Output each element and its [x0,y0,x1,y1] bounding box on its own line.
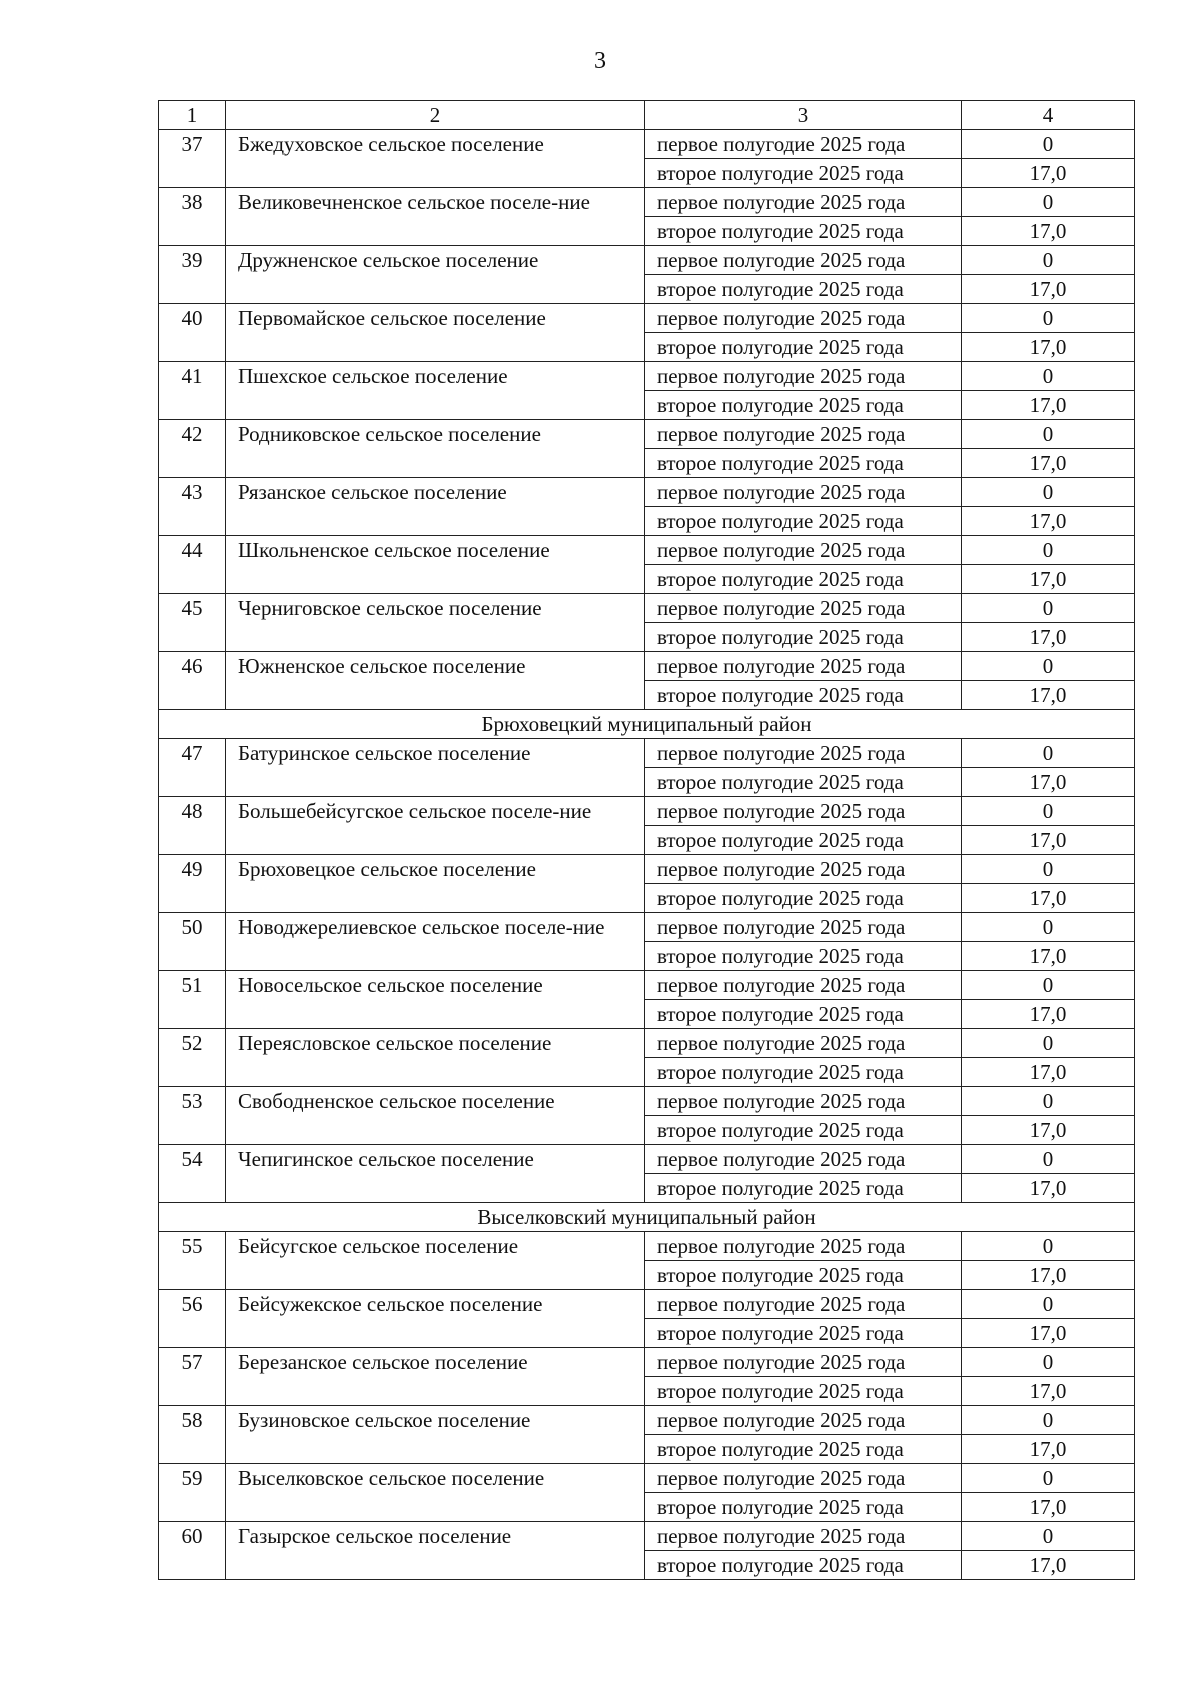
row-number: 46 [159,652,226,710]
row-number: 47 [159,739,226,797]
period-first: первое полугодие 2025 года [645,1087,962,1116]
value-first: 0 [962,536,1135,565]
settlement-name: Березанское сельское поселение [226,1348,645,1406]
table-row [159,971,1135,1000]
row-number: 48 [159,797,226,855]
period-first: первое полугодие 2025 года [645,797,962,826]
table-row [159,1232,1135,1261]
table-row [159,304,1135,333]
settlement-name: Южненское сельское поселение [226,652,645,710]
row-number: 45 [159,594,226,652]
table-row [159,1464,1135,1493]
value-second: 17,0 [962,826,1135,855]
value-second: 17,0 [962,884,1135,913]
value-second: 17,0 [962,623,1135,652]
value-second: 17,0 [962,681,1135,710]
value-first: 0 [962,913,1135,942]
value-second: 17,0 [962,1377,1135,1406]
table-row [159,246,1135,275]
value-second: 17,0 [962,1000,1135,1029]
settlements-table [158,100,1135,1580]
row-number: 51 [159,971,226,1029]
settlement-name: Рязанское сельское поселение [226,478,645,536]
value-second: 17,0 [962,942,1135,971]
value-first: 0 [962,478,1135,507]
value-second: 17,0 [962,1435,1135,1464]
table-row [159,536,1135,565]
value-first: 0 [962,1348,1135,1377]
period-first: первое полугодие 2025 года [645,130,962,159]
value-first: 0 [962,420,1135,449]
row-number: 44 [159,536,226,594]
header-cell-1: 1 [159,101,226,130]
period-first: первое полугодие 2025 года [645,1029,962,1058]
value-first: 0 [962,246,1135,275]
row-number: 40 [159,304,226,362]
table-row [159,1087,1135,1116]
value-first: 0 [962,1522,1135,1551]
value-first: 0 [962,1290,1135,1319]
settlement-name: Великовечненское сельское поселе-ние [226,188,645,246]
header-cell-4: 4 [962,101,1135,130]
table-row [159,188,1135,217]
header-row [159,101,1135,130]
table-row [159,1522,1135,1551]
settlement-name: Бузиновское сельское поселение [226,1406,645,1464]
page-number: 3 [594,48,606,74]
period-first: первое полугодие 2025 года [645,739,962,768]
settlement-name: Новоджерелиевское сельское поселе-ние [226,913,645,971]
row-number: 41 [159,362,226,420]
header-cell-2: 2 [226,101,645,130]
table-row [159,362,1135,391]
period-first: первое полугодие 2025 года [645,855,962,884]
value-first: 0 [962,739,1135,768]
row-number: 60 [159,1522,226,1580]
row-number: 55 [159,1232,226,1290]
period-second: второе полугодие 2025 года [645,1493,962,1522]
settlement-name: Батуринское сельское поселение [226,739,645,797]
value-second: 17,0 [962,1058,1135,1087]
period-second: второе полугодие 2025 года [645,884,962,913]
value-first: 0 [962,652,1135,681]
value-first: 0 [962,1232,1135,1261]
value-second: 17,0 [962,1551,1135,1580]
table-row [159,855,1135,884]
settlement-name: Большебейсугское сельское поселе-ние [226,797,645,855]
period-first: первое полугодие 2025 года [645,913,962,942]
period-second: второе полугодие 2025 года [645,275,962,304]
period-second: второе полугодие 2025 года [645,217,962,246]
header-cell-3: 3 [645,101,962,130]
settlement-name: Свободненское сельское поселение [226,1087,645,1145]
settlement-name: Брюховецкое сельское поселение [226,855,645,913]
period-first: первое полугодие 2025 года [645,420,962,449]
value-second: 17,0 [962,217,1135,246]
period-second: второе полугодие 2025 года [645,1000,962,1029]
value-first: 0 [962,971,1135,1000]
table-row [159,652,1135,681]
value-first: 0 [962,1087,1135,1116]
row-number: 38 [159,188,226,246]
settlement-name: Бейсугское сельское поселение [226,1232,645,1290]
period-second: второе полугодие 2025 года [645,1058,962,1087]
period-first: первое полугодие 2025 года [645,246,962,275]
period-first: первое полугодие 2025 года [645,1464,962,1493]
table-row [159,913,1135,942]
value-second: 17,0 [962,507,1135,536]
period-second: второе полугодие 2025 года [645,1174,962,1203]
table-row [159,797,1135,826]
value-first: 0 [962,594,1135,623]
period-first: первое полугодие 2025 года [645,478,962,507]
section-title: Брюховецкий муниципальный район [159,710,1135,739]
section-row [159,1203,1135,1232]
settlement-name: Новосельское сельское поселение [226,971,645,1029]
row-number: 39 [159,246,226,304]
value-first: 0 [962,130,1135,159]
row-number: 50 [159,913,226,971]
period-second: второе полугодие 2025 года [645,1377,962,1406]
row-number: 54 [159,1145,226,1203]
value-second: 17,0 [962,391,1135,420]
period-first: первое полугодие 2025 года [645,536,962,565]
value-second: 17,0 [962,565,1135,594]
value-second: 17,0 [962,449,1135,478]
table-row [159,130,1135,159]
table-body [159,130,1135,1580]
row-number: 37 [159,130,226,188]
settlement-name: Переясловское сельское поселение [226,1029,645,1087]
period-first: первое полугодие 2025 года [645,188,962,217]
period-first: первое полугодие 2025 года [645,362,962,391]
period-second: второе полугодие 2025 года [645,565,962,594]
period-second: второе полугодие 2025 года [645,391,962,420]
period-second: второе полугодие 2025 года [645,333,962,362]
section-row [159,710,1135,739]
period-second: второе полугодие 2025 года [645,449,962,478]
period-second: второе полугодие 2025 года [645,942,962,971]
row-number: 56 [159,1290,226,1348]
table-row [159,1406,1135,1435]
value-second: 17,0 [962,1174,1135,1203]
period-first: первое полугодие 2025 года [645,1406,962,1435]
period-first: первое полугодие 2025 года [645,971,962,1000]
table-row [159,594,1135,623]
value-first: 0 [962,1145,1135,1174]
table-row [159,1290,1135,1319]
period-second: второе полугодие 2025 года [645,1261,962,1290]
settlement-name: Газырское сельское поселение [226,1522,645,1580]
row-number: 53 [159,1087,226,1145]
period-first: первое полугодие 2025 года [645,1232,962,1261]
table-row [159,739,1135,768]
period-first: первое полугодие 2025 года [645,1290,962,1319]
table-row [159,1029,1135,1058]
period-first: первое полугодие 2025 года [645,1522,962,1551]
row-number: 59 [159,1464,226,1522]
value-second: 17,0 [962,159,1135,188]
settlement-name: Родниковское сельское поселение [226,420,645,478]
period-first: первое полугодие 2025 года [645,304,962,333]
value-second: 17,0 [962,1493,1135,1522]
settlement-name: Черниговское сельское поселение [226,594,645,652]
row-number: 52 [159,1029,226,1087]
value-first: 0 [962,1464,1135,1493]
settlement-name: Дружненское сельское поселение [226,246,645,304]
settlement-name: Пшехское сельское поселение [226,362,645,420]
period-second: второе полугодие 2025 года [645,159,962,188]
period-second: второе полугодие 2025 года [645,768,962,797]
period-second: второе полугодие 2025 года [645,507,962,536]
value-first: 0 [962,797,1135,826]
value-first: 0 [962,855,1135,884]
row-number: 57 [159,1348,226,1406]
period-second: второе полугодие 2025 года [645,826,962,855]
settlement-name: Первомайское сельское поселение [226,304,645,362]
period-first: первое полугодие 2025 года [645,1145,962,1174]
period-first: первое полугодие 2025 года [645,594,962,623]
table-row [159,420,1135,449]
value-second: 17,0 [962,1261,1135,1290]
value-second: 17,0 [962,333,1135,362]
period-second: второе полугодие 2025 года [645,1551,962,1580]
section-title: Выселковский муниципальный район [159,1203,1135,1232]
table-row [159,1145,1135,1174]
table-row [159,1348,1135,1377]
row-number: 49 [159,855,226,913]
period-second: второе полугодие 2025 года [645,1319,962,1348]
value-first: 0 [962,188,1135,217]
period-second: второе полугодие 2025 года [645,1116,962,1145]
value-second: 17,0 [962,275,1135,304]
value-first: 0 [962,1406,1135,1435]
settlement-name: Чепигинское сельское поселение [226,1145,645,1203]
row-number: 42 [159,420,226,478]
value-second: 17,0 [962,1116,1135,1145]
period-second: второе полугодие 2025 года [645,681,962,710]
settlement-name: Бейсужекское сельское поселение [226,1290,645,1348]
value-first: 0 [962,304,1135,333]
period-first: первое полугодие 2025 года [645,652,962,681]
period-second: второе полугодие 2025 года [645,623,962,652]
row-number: 58 [159,1406,226,1464]
row-number: 43 [159,478,226,536]
settlement-name: Бжедуховское сельское поселение [226,130,645,188]
value-second: 17,0 [962,1319,1135,1348]
period-first: первое полугодие 2025 года [645,1348,962,1377]
value-second: 17,0 [962,768,1135,797]
table-row [159,478,1135,507]
value-first: 0 [962,362,1135,391]
settlement-name: Выселковское сельское поселение [226,1464,645,1522]
settlement-name: Школьненское сельское поселение [226,536,645,594]
period-second: второе полугодие 2025 года [645,1435,962,1464]
value-first: 0 [962,1029,1135,1058]
